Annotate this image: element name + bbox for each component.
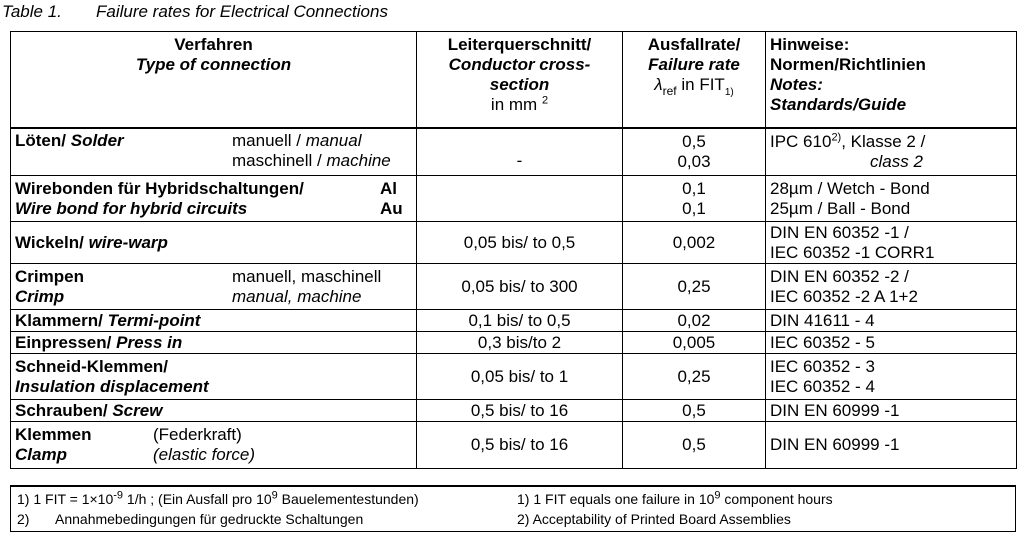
idc-rate: 0,25 — [623, 354, 766, 400]
header-notes-1: Hinweise: — [770, 35, 850, 54]
header-rate-en: Failure rate — [648, 55, 740, 74]
footnote-1-en — [517, 490, 833, 508]
clamp-notes: DIN EN 60999 -1 — [766, 422, 1017, 469]
solder-section-val: - — [516, 150, 523, 170]
header-type — [11, 32, 417, 128]
solder-note-a: IPC 610 — [770, 131, 832, 151]
header-notes-4: Standards/Guide — [770, 95, 907, 114]
header-section-de: Leiterquerschnitt/ — [447, 35, 592, 54]
solder-opt1-de: manuell / — [232, 130, 301, 150]
solder-de: Löten/ — [15, 130, 66, 150]
footnote-2-de — [17, 510, 363, 528]
solder-label — [15, 131, 124, 151]
table-row — [11, 264, 1017, 310]
clamp-line2 — [15, 445, 412, 465]
solder-type — [11, 128, 417, 176]
clamp-section: 0,5 bis/ to 16 — [417, 422, 623, 469]
idc-notes — [766, 354, 1017, 400]
table-caption — [2, 1, 388, 23]
table-row — [11, 400, 1017, 422]
wrap-note2: IEC 60352 -1 CORR1 — [770, 242, 935, 262]
wirebond-m1: Al — [380, 178, 397, 198]
press-notes: IEC 60352 - 5 — [766, 332, 1017, 354]
header-notes — [766, 32, 1017, 128]
f1en-b: component hours — [720, 491, 833, 507]
wrap-en: wire-warp — [88, 232, 168, 252]
crimp-de: Crimpen — [15, 266, 84, 286]
header-notes-2: Normen/Richtlinien — [770, 55, 926, 74]
idc-en: Insulation displacement — [15, 376, 209, 396]
f1-exp2: 9 — [271, 489, 278, 502]
table-row — [11, 310, 1017, 332]
clamp-opt-de: (Federkraft) — [153, 425, 242, 444]
solder-opt2-en: machine — [326, 150, 391, 170]
fit-unit: in FIT — [681, 75, 725, 94]
termi-notes: DIN 41611 - 4 — [766, 310, 1017, 332]
solder-opt1-en: manual — [305, 130, 362, 150]
table-row — [11, 422, 1017, 469]
clamp-opt-en: (elastic force) — [153, 445, 256, 464]
lambda-ref: ref — [662, 84, 677, 98]
idc-de: Schneid-Klemmen/ — [15, 356, 169, 376]
wirebond-de: Wirebonden für Hybridschaltungen/ — [15, 178, 304, 198]
solder-line2 — [15, 151, 412, 171]
wrap-rate: 0,002 — [623, 222, 766, 264]
wirebond-note1: 28µm / Wetch - Bond — [770, 178, 930, 198]
idc-note2: IEC 60352 - 4 — [770, 376, 875, 396]
solder-notes — [766, 128, 1017, 176]
solder-opt2 — [232, 151, 412, 171]
press-en: Press in — [116, 332, 183, 352]
header-rate-unit — [627, 75, 761, 98]
crimp-notes — [766, 264, 1017, 310]
crimp-opt-de: manuell, maschinell — [232, 266, 382, 286]
crimp-note1: DIN EN 60352 -2 / — [770, 266, 909, 286]
header-row — [11, 32, 1017, 128]
header-type-en: Type of connection — [135, 55, 292, 74]
wirebond-note2: 25µm / Ball - Bond — [770, 198, 911, 218]
header-section — [417, 32, 623, 128]
wrap-de: Wickeln/ — [15, 232, 84, 252]
termi-rate: 0,02 — [623, 310, 766, 332]
wrap-section: 0,05 bis/ to 0,5 — [417, 222, 623, 264]
wirebond-type — [11, 176, 417, 222]
table-row — [11, 332, 1017, 354]
f1en-exp: 9 — [714, 489, 721, 502]
f1-a: 1) 1 FIT = 1×10 — [17, 491, 114, 507]
f1-c: Bauelementestunden) — [277, 491, 419, 507]
wirebond-en: Wire bond for hybrid circuits — [15, 198, 248, 218]
header-notes-3: Notes: — [770, 75, 823, 94]
table-row — [11, 176, 1017, 222]
screw-section: 0,5 bis/ to 16 — [417, 400, 623, 422]
table-row — [11, 354, 1017, 400]
wirebond-line2 — [15, 199, 412, 219]
clamp-en: Clamp — [15, 445, 67, 464]
solder-rate2: 0,03 — [677, 151, 711, 171]
solder-opt1 — [232, 131, 412, 151]
screw-en: Screw — [112, 400, 163, 420]
table-title: Failure rates for Electrical Connections — [96, 2, 388, 21]
crimp-note2: IEC 60352 -2 A 1+2 — [770, 286, 918, 306]
footnotes — [10, 485, 1016, 532]
f1-exp: -9 — [113, 489, 124, 502]
crimp-line2 — [15, 287, 412, 307]
press-de: Einpressen/ — [15, 332, 112, 352]
solder-opt2-de: maschinell / — [232, 150, 322, 170]
clamp-line1 — [15, 425, 412, 445]
solder-en: Solder — [70, 130, 124, 150]
press-type — [11, 332, 417, 354]
clamp-type — [11, 422, 417, 469]
f2-de: Annahmebedingungen für gedruckte Schaltungen — [55, 511, 364, 527]
header-section-en2: section — [489, 75, 550, 94]
solder-note-line1 — [770, 132, 1012, 152]
solder-line1 — [15, 131, 412, 151]
press-rate: 0,005 — [623, 332, 766, 354]
header-section-en1: Conductor cross- — [448, 55, 591, 74]
lambda-symbol: λ — [654, 75, 663, 94]
solder-section — [417, 128, 623, 176]
fit-note: 1) — [724, 87, 734, 98]
termi-section: 0,1 bis/ to 0,5 — [417, 310, 623, 332]
wirebond-notes — [766, 176, 1017, 222]
idc-note1: IEC 60352 - 3 — [770, 356, 875, 376]
wirebond-section — [417, 176, 623, 222]
failure-rate-table — [10, 31, 1017, 469]
crimp-opt-en: manual, machine — [232, 286, 362, 306]
crimp-rate: 0,25 — [623, 264, 766, 310]
footnote-2-en: 2) Acceptability of Printed Board Assemblies — [517, 511, 791, 527]
termi-type — [11, 310, 417, 332]
wrap-notes — [766, 222, 1017, 264]
f1-b: 1/h ; (Ein Ausfall pro 10 — [123, 491, 272, 507]
header-type-de: Verfahren — [174, 35, 253, 54]
table-number: Table 1. — [2, 2, 62, 21]
crimp-en: Crimp — [15, 286, 65, 306]
crimp-type — [11, 264, 417, 310]
footnote-1-de — [17, 490, 419, 508]
unit-text: in mm — [490, 95, 538, 114]
termi-de: Klammern/ — [15, 310, 103, 330]
table-row — [11, 128, 1017, 176]
f1en-a: 1) 1 FIT equals one failure in 10 — [517, 491, 715, 507]
header-rate — [623, 32, 766, 128]
termi-en: Termi-point — [107, 310, 201, 330]
wirebond-rate2: 0,1 — [682, 198, 706, 218]
clamp-rate: 0,5 — [623, 422, 766, 469]
idc-type — [11, 354, 417, 400]
wirebond-rate — [623, 176, 766, 222]
idc-section: 0,05 bis/ to 1 — [417, 354, 623, 400]
table-row — [11, 222, 1017, 264]
screw-type — [11, 400, 417, 422]
press-section: 0,3 bis/to 2 — [417, 332, 623, 354]
solder-note-sup: 2) — [831, 131, 842, 144]
f2-num: 2) — [17, 511, 30, 527]
wrap-type — [11, 222, 417, 264]
wirebond-rate1: 0,1 — [682, 178, 706, 198]
header-rate-de: Ausfallrate/ — [647, 35, 741, 54]
clamp-de: Klemmen — [15, 425, 92, 444]
solder-rate1: 0,5 — [682, 131, 706, 151]
wrap-note1: DIN EN 60352 -1 / — [770, 222, 909, 242]
screw-rate: 0,5 — [623, 400, 766, 422]
screw-notes: DIN EN 60999 -1 — [766, 400, 1017, 422]
wirebond-line1 — [15, 179, 412, 199]
header-section-unit — [421, 95, 618, 115]
unit-sup: 2 — [541, 94, 549, 107]
solder-note-b: , Klasse 2 / — [841, 131, 926, 151]
wirebond-m2: Au — [380, 198, 403, 218]
crimp-line1 — [15, 267, 412, 287]
solder-rate — [623, 128, 766, 176]
solder-note-c: class 2 — [870, 151, 923, 171]
crimp-section: 0,05 bis/ to 300 — [417, 264, 623, 310]
screw-de: Schrauben/ — [15, 400, 108, 420]
